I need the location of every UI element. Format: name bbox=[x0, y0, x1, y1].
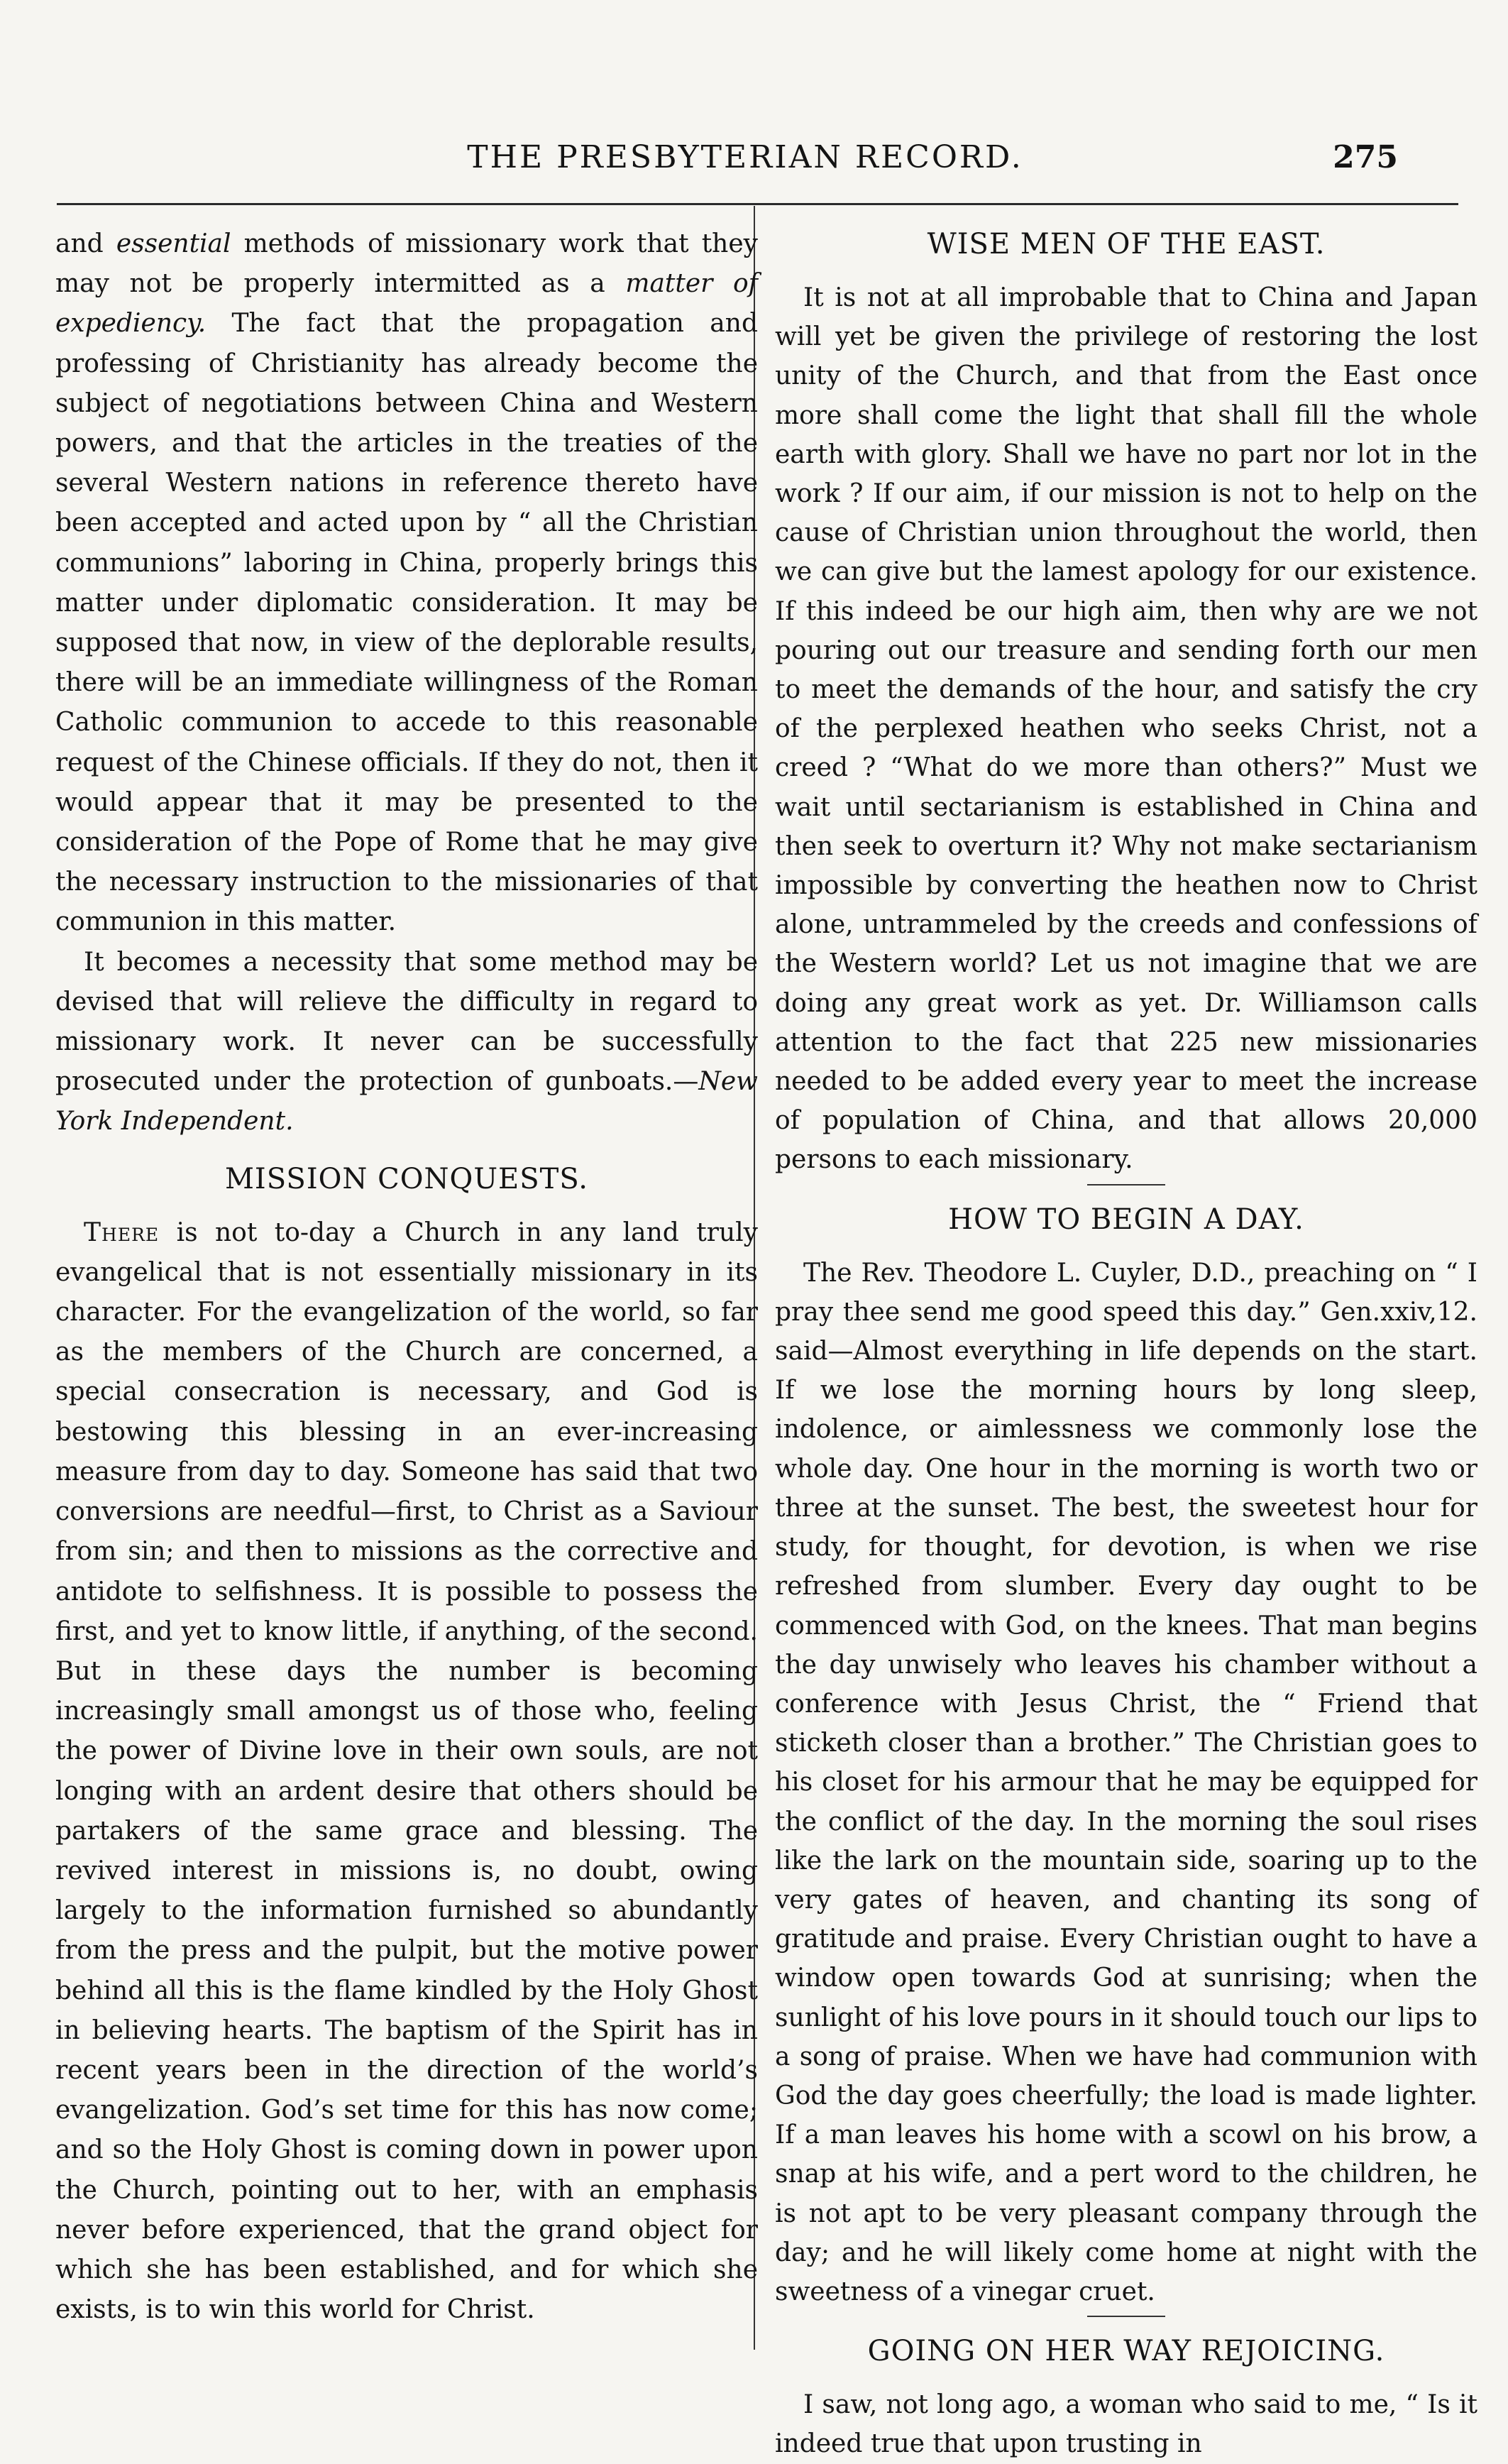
lead-word: There bbox=[84, 1217, 160, 1247]
left-column bbox=[55, 224, 758, 2330]
emphasis-text: essential bbox=[116, 229, 231, 258]
section-rule bbox=[1087, 1184, 1165, 1186]
rejoicing-heading: GOING ON HER WAY REJOICING. bbox=[867, 2335, 1385, 2368]
rejoicing-body: I saw, not long ago, a woman who said to me, “ Is it indeed true that upon trusting in bbox=[775, 2390, 1477, 2459]
text-run: is not to-day a Church in any land truly evangelical that is not essentially missionary in its character. For the evangelization of the world, so far as the members of the Church are concerned, a special consecration is necessary, and God is bestowing this blessing in an ever-increasing measure from day to day. Someone has said that two conversions are needful—first, to Christ as a Saviour from sin; and then to missions as the corrective and antidote to selfishness. It is possible to possess the first, and yet to know little, if anything, of the second. But in these days the number is becoming increasingly small amongst us of those who, feeling the power of Divine love in their own souls, are not longing with an ardent desire that others should be partakers of the same grace and blessing. The revived interest in missions is, no doubt, owing largely to the information furnished so abundantly from the press and the pulpit, but the motive power behind all this is the flame kindled by the Holy Ghost in believing hearts. The baptism of the Spirit has in recent years been in the direction of the world’s evangelization. God’s set time for this has now come; and so the Holy Ghost is coming down in power upon the Church, pointing out to her, with an emphasis never before experienced, that the grand object for which she has been established, and for which she exists, is to win this world for Christ. bbox=[55, 1217, 758, 2325]
emphasis-text: matter of expediency. bbox=[55, 269, 758, 339]
text-run: methods of missionary work that they may not be properly intermitted as a bbox=[55, 229, 758, 299]
section-rule bbox=[1087, 2316, 1165, 2317]
right-column bbox=[775, 224, 1477, 2464]
page-number: 275 bbox=[1333, 139, 1398, 175]
mission-conquests-heading: MISSION CONQUESTS. bbox=[224, 1162, 589, 1195]
wise-men-body: It is not at all improbable that to China and Japan will yet be given the privilege of restoring the lost unity of the Church, and that from the East once more shall come the light that shall fill the whole earth with glory. Shall we have no part nor lot in the work ? If our aim, if our mission is not to help on the cause of Christian union throughout the world, then we can give but the lamest apology for our existence. If this indeed be our high aim, then why are we not pouring out our treasure and sending forth our men to meet the demands of the hour, and satisfy the cry of the perplexed heathen who seeks Christ, not a creed ? “What do we more than others?” Must we wait until sectarianism is established in China and then seek to overturn it? Why not make sectarianism impossible by converting the heathen now to Christ alone, untrammeled by the creeds and confessions of the Western world? Let us not imagine that we are doing any great work as yet. Dr. Williamson calls attention to the fact that 225 new missionaries needed to be added every year to meet the increase of population of China, and that allows 20,000 persons to each missionary. bbox=[775, 283, 1477, 1175]
continued-paragraph bbox=[55, 224, 758, 943]
text-run: The fact that the propagation and professing of Christianity has already become the subject of negotiations between China and Western powers, and that the articles in the treaties of the several Western nations in reference thereto have been accepted and acted upon by “ all the Christian communions” laboring in China, properly brings this matter under diplomatic consideration. It may be supposed that now, in view of the deplorable results, there will be an immediate willingness of the Roman Catholic communion to accede to this reasonable request of the Chinese officials. If they do not, then it would appear that it may be presented to the consideration of the Pope of Rome that he may give the necessary instruction to the missionaries of that communion in this matter. bbox=[55, 309, 758, 937]
wise-men-heading: WISE MEN OF THE EAST. bbox=[927, 228, 1326, 261]
header-rule bbox=[57, 203, 1458, 205]
source-citation: New York Independent. bbox=[55, 1067, 758, 1137]
text-run: and bbox=[55, 229, 116, 258]
gunboats-paragraph bbox=[55, 943, 758, 1142]
mission-conquests-body bbox=[55, 1213, 758, 2331]
begin-day-body: The Rev. Theodore L. Cuyler, D.D., preaching on “ I pray thee send me good speed this day.” Gen.xxiv,12. said—Almost everything in life depends on the start. If we lose the morning hours by long sleep, indolence, or aimlessness we commonly lose the whole day. One hour in the morning is worth two or three at the sunset. The best, the sweetest hour for study, for thought, for devotion, is when we rise refreshed from slumber. Every day ought to be commenced with God, on the knees. That man begins the day unwisely who leaves his chamber without a conference with Jesus Christ, the “ Friend that sticketh closer than a brother.” The Christian goes to his closet for his armour that he may be equipped for the conflict of the day. In the morning the soul rises like the lark on the mountain side, soaring up to the very gates of heaven, and chanting its song of gratitude and praise. Every Christian ought to have a window open towards God at sunrising; when the sunlight of his love pours in it should touch our lips to a song of praise. When we have had communion with God the day goes cheerfully; the load is made lighter. If a man leaves his home with a scowl on his brow, a snap at his wife, and a pert word to the children, he is not apt to be very pleasant company through the day; and he will likely come home at night with the sweetness of a vinegar cruet. bbox=[775, 1258, 1477, 2306]
text-run: It becomes a necessity that some method may be devised that will relieve the difficulty in regard to missionary work. It never can be successfully prosecuted under the protection of gunboats.— bbox=[55, 947, 758, 1097]
running-title: THE PRESBYTERIAN RECORD. bbox=[467, 139, 1023, 175]
running-head bbox=[92, 139, 1398, 182]
begin-day-heading: HOW TO BEGIN A DAY. bbox=[948, 1203, 1304, 1236]
